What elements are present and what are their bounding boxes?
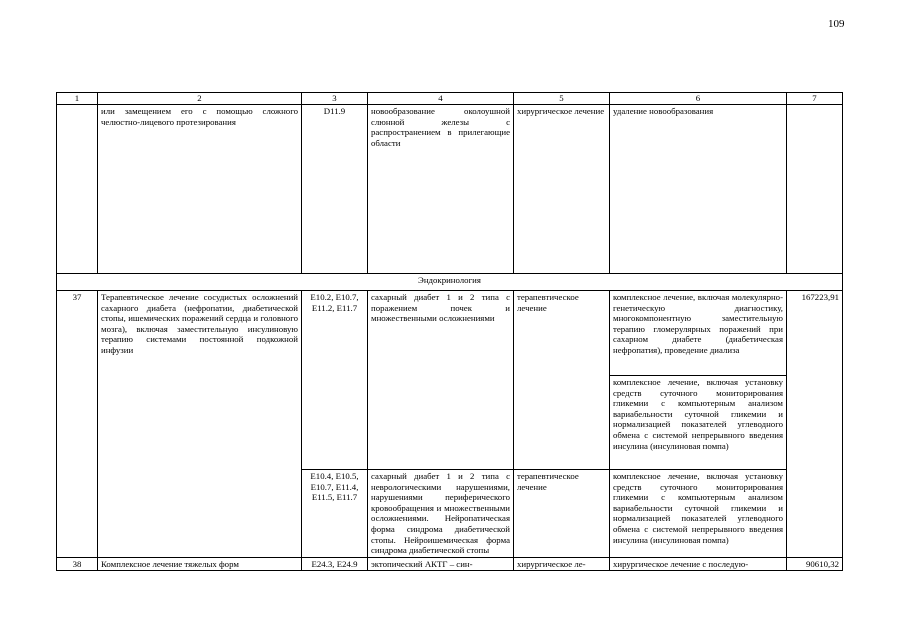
column-number: 1 (57, 93, 98, 105)
patient-model-cell: эктопический АКТГ – син- (368, 557, 514, 571)
column-number: 3 (302, 93, 368, 105)
column-number: 2 (98, 93, 302, 105)
table-row (57, 291, 843, 376)
price-cell: 167223,91 (787, 291, 843, 558)
row-number-cell (57, 105, 98, 274)
table-row (57, 557, 843, 571)
treatment-method-cell: комплексное лечение, включая молекулярно-генетическую диагностику, многокомпонентную заместительную терапию гломерулярных поражений при сахарном диабете (диабетическая нефропатия), проведение диализа (610, 291, 787, 376)
care-name-cell: Комплексное лечение тяжелых форм (98, 557, 302, 571)
treatment-kind-cell: хирургическое лечение (514, 105, 610, 274)
treatment-method-cell: удаление новообразования (610, 105, 787, 274)
diagnosis-code-cell: E10.2, E10.7, E11.2, E11.7 (302, 291, 368, 470)
column-number: 4 (368, 93, 514, 105)
diagnosis-code-cell: E24.3, E24.9 (302, 557, 368, 571)
column-number: 5 (514, 93, 610, 105)
medical-care-table (56, 92, 843, 571)
price-cell: 90610,32 (787, 557, 843, 571)
treatment-method-cell: комплексное лечение, включая установку средств суточного мониторирования гликемии с компьютерным анализом вариабельности суточной гликемии и нормализацией показателей углеводного обмена с системой непрерывного введения инсулина (инсулиновая помпа) (610, 470, 787, 558)
patient-model-cell: новообразование околоушной слюнной железы с распространением в прилегающие области (368, 105, 514, 274)
diagnosis-code-cell: D11.9 (302, 105, 368, 274)
patient-model-cell: сахарный диабет 1 и 2 типа с неврологическими нарушениями, нарушениями периферического кровообращения и множественными осложнениями. Нейропатическая форма синдрома диабетической стопы. Нейроишемическая форма синдрома диабетической стопы (368, 470, 514, 558)
treatment-kind-cell: хирургическое ле- (514, 557, 610, 571)
treatment-method-cell: хирургическое лечение с последую- (610, 557, 787, 571)
page-number: 109 (828, 18, 845, 30)
row-number-cell: 38 (57, 557, 98, 571)
continuation-row (57, 105, 843, 274)
row-number-cell: 37 (57, 291, 98, 558)
treatment-method-cell: комплексное лечение, включая установку средств суточного мониторирования гликемии с компьютерным анализом вариабельности суточной гликемии и нормализацией показателей углеводного обмена с системой непрерывного введения инсулина (инсулиновая помпа) (610, 376, 787, 470)
section-title: Эндокринология (57, 274, 843, 291)
column-number-row (57, 93, 843, 105)
diagnosis-code-cell: E10.4, E10.5, E10.7, E11.4, E11.5, E11.7 (302, 470, 368, 558)
care-name-cell: или замещением его с помощью сложного челюстно-лицевого протезирования (98, 105, 302, 274)
section-row (57, 274, 843, 291)
column-number: 7 (787, 93, 843, 105)
price-cell (787, 105, 843, 274)
care-name-cell: Терапевтическое лечение сосудистых осложнений сахарного диабета (нефропатии, диабетической стопы, ишемических поражений сердца и головного мозга), включая заместительную инсулиновую терапию системами постоянной подкожной инфузии (98, 291, 302, 558)
patient-model-cell: сахарный диабет 1 и 2 типа с поражением почек и множественными осложнениями (368, 291, 514, 470)
column-number: 6 (610, 93, 787, 105)
treatment-kind-cell: терапевтическое лечение (514, 291, 610, 470)
treatment-kind-cell: терапевтическое лечение (514, 470, 610, 558)
